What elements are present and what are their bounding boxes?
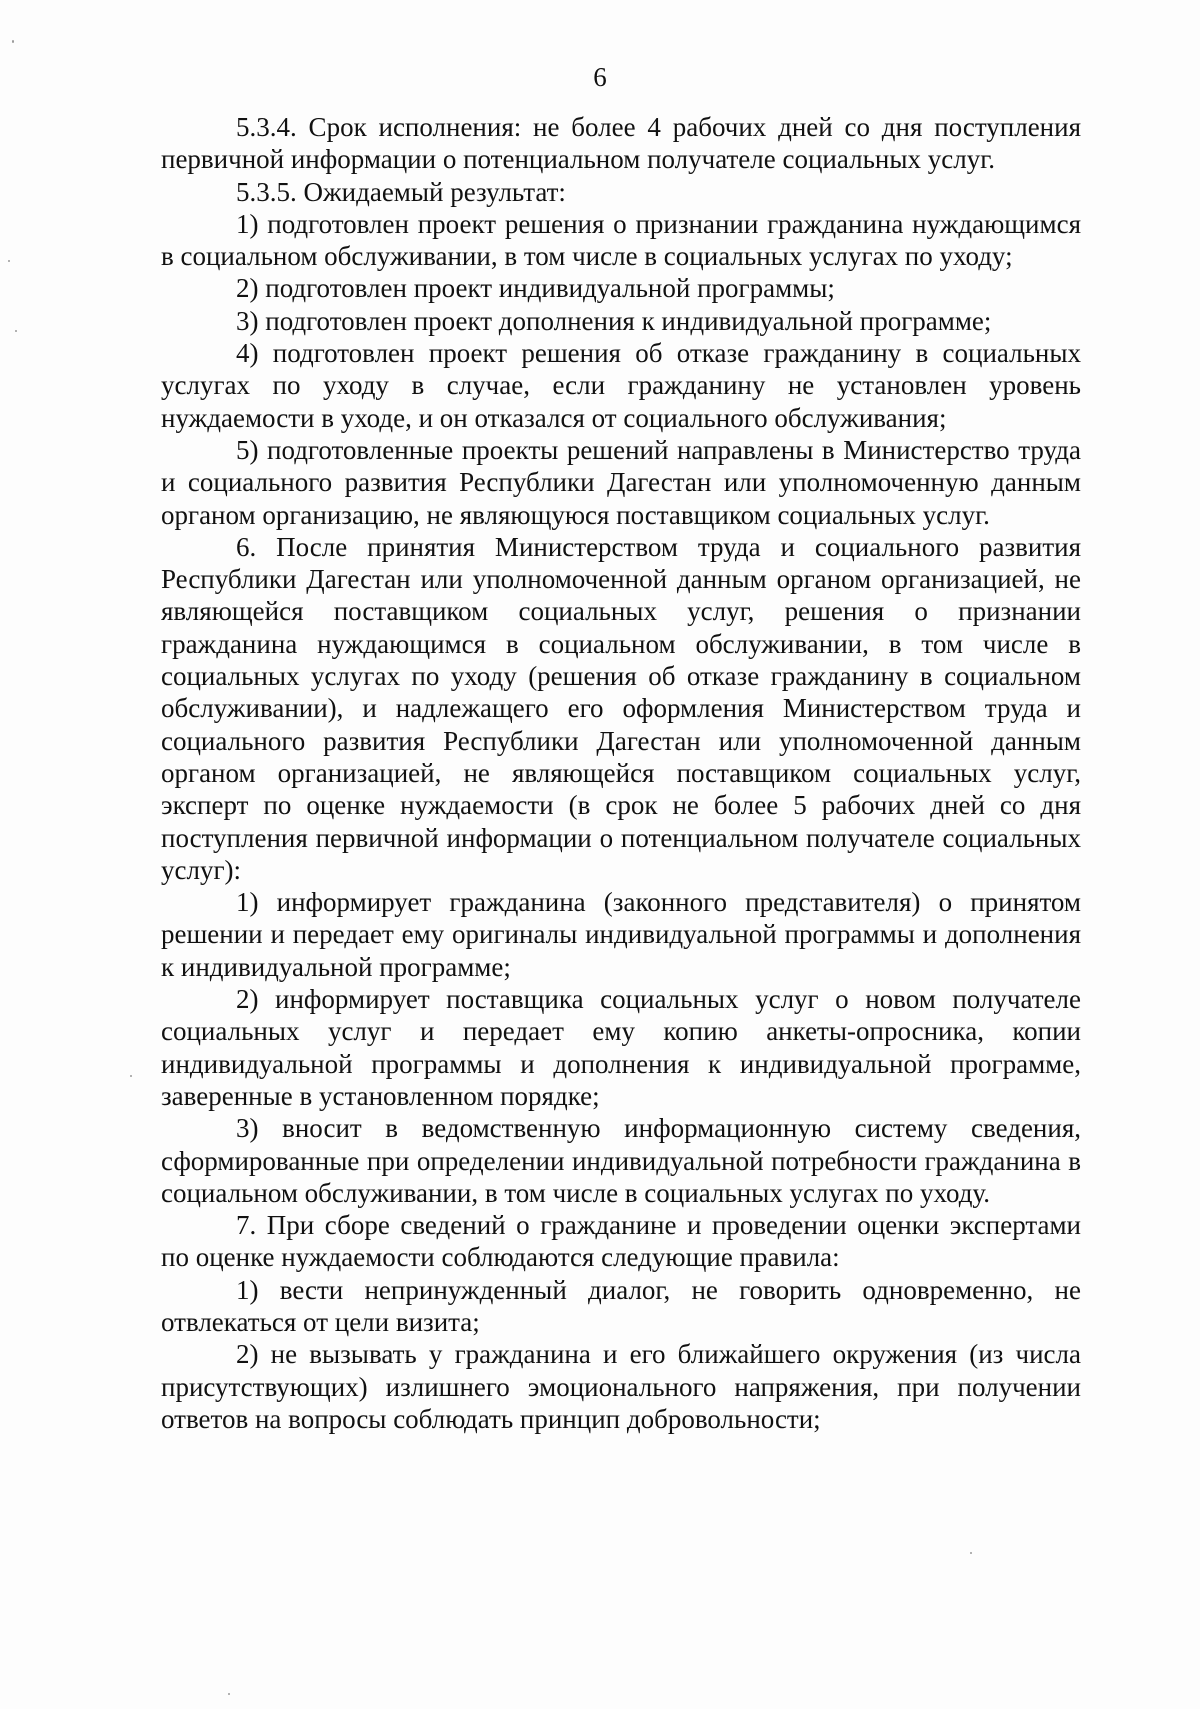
page-number: 6 <box>593 62 607 92</box>
scan-speck <box>130 1075 132 1077</box>
list-item-6-3: 3) вносит в ведомственную информационную систему сведения, сформированные при определении индивидуальной потребности гражданина в социальном обслуживании, в том числе в социальных услугах по уходу. <box>161 1113 1081 1208</box>
list-item-7-1: 1) вести непринужденный диалог, не говорить одновременно, не отвлекаться от цели визита; <box>161 1274 1081 1337</box>
scan-speck <box>970 1552 972 1554</box>
list-item-5-3-5-2: 2) подготовлен проект индивидуальной программы; <box>236 273 835 304</box>
list-item-5-3-5-1: 1) подготовлен проект решения о признании гражданина нуждающимся в социальном обслуживании, в том числе в социальных услугах по уходу; <box>161 208 1081 272</box>
paragraph-5-3-5: 5.3.5. Ожидаемый результат: <box>236 176 566 207</box>
document-body <box>161 111 1081 1435</box>
list-item-7-2: 2) не вызывать у гражданина и его ближайшего окружения (из числа присутствующих) излишнего эмоционального напряжения, при получении ответов на вопросы соблюдать принцип добровольности; <box>161 1339 1081 1434</box>
scan-speck <box>15 330 17 332</box>
list-item-5-3-5-4: 4) подготовлен проект решения об отказе гражданину в социальных услугах по уходу в случае, если гражданину не установлен уровень нуждаемости в уходе, и он отказался от социального обслуживания; <box>161 338 1081 433</box>
paragraph-5-3-4: 5.3.4. Срок исполнения: не более 4 рабочих дней со дня поступления первичной информации о потенциальном получателе социальных услуг. <box>161 112 1081 175</box>
scan-speck <box>8 260 10 262</box>
list-item-5-3-5-3: 3) подготовлен проект дополнения к индивидуальной программе; <box>236 305 992 336</box>
scan-speck <box>228 1693 230 1695</box>
list-item-6-2: 2) информирует поставщика социальных услуг о новом получателе социальных услуг и передает ему копию анкеты-опросника, копии индивидуальной программы и дополнения к индивидуальной программе, заверенные в установленном порядке; <box>161 984 1081 1111</box>
list-item-5-3-5-5: 5) подготовленные проекты решений направлены в Министерство труда и социального развития Республики Дагестан или уполномоченную данным органом организацию, не являющуюся поставщиком социальных услуг. <box>161 434 1081 530</box>
scan-speck <box>12 40 14 43</box>
list-item-6-1: 1) информирует гражданина (законного представителя) о принятом решении и передает ему оригиналы индивидуальной программы и дополнения к индивидуальной программе; <box>161 887 1081 982</box>
paragraph-6: 6. После принятия Министерством труда и социального развития Республики Дагестан или уполномоченной данным органом организацией, не являющейся поставщиком социальных услуг, решения о признании гражданина нуждающимся в социальном обслуживании, в том числе в социальных услугах по уходу (решения об отказе гражданину в социальном обслуживании), и надлежащего его оформления Министерством труда и социального развития Республики Дагестан или уполномоченной данным органом организацией, не являющейся поставщиком социальных услуг, эксперт по оценке нуждаемости (в срок не более 5 рабочих дней со дня поступления первичной информации о потенциальном получателе социальных услуг): <box>161 531 1081 885</box>
paragraph-7: 7. При сборе сведений о гражданине и проведении оценки экспертами по оценке нуждаемости соблюдаются следующие правила: <box>161 1210 1081 1273</box>
